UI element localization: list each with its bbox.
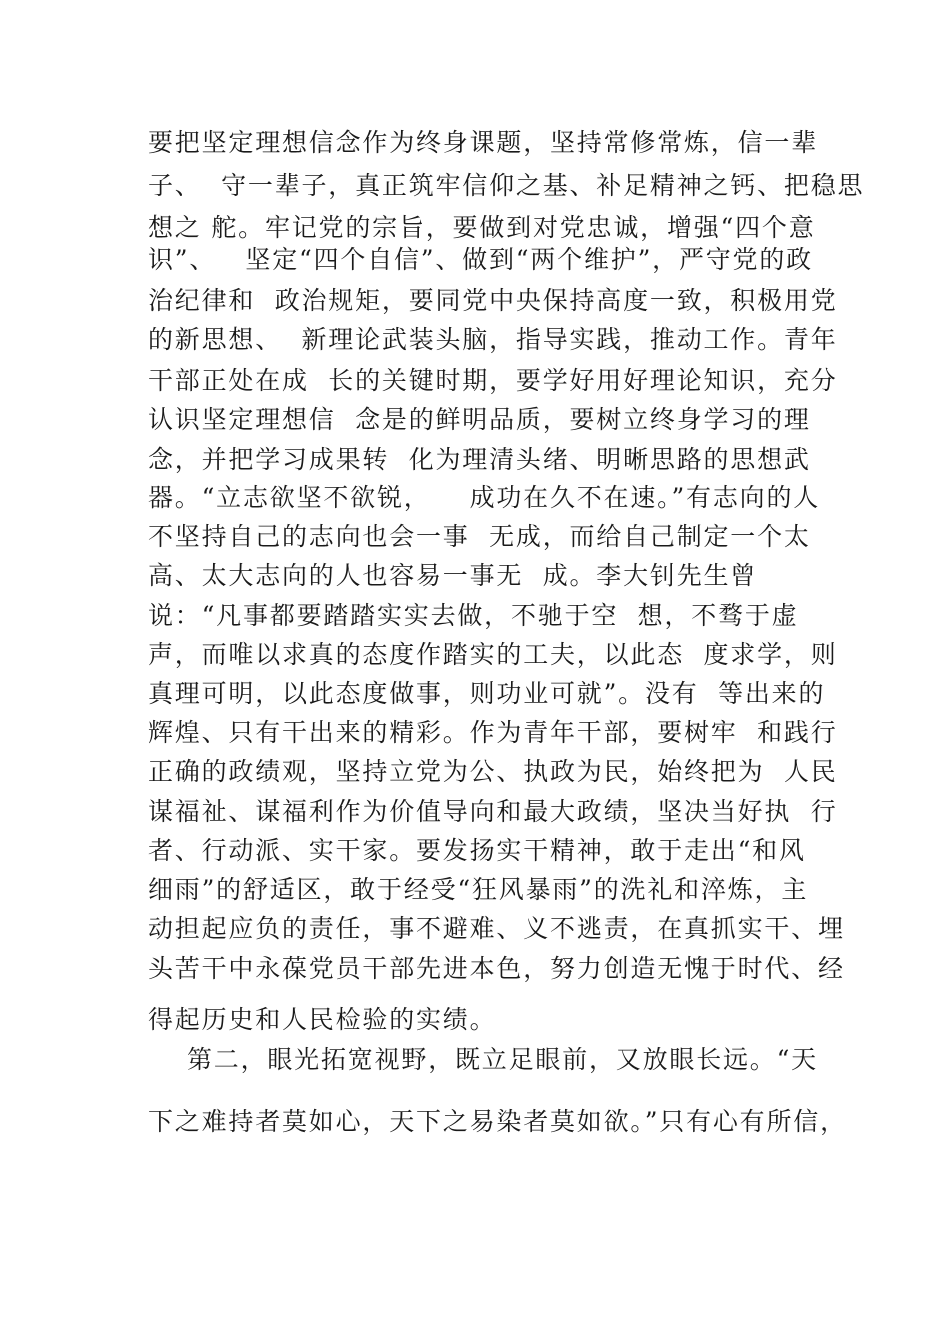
body-text-line: 的新思想、 新理论武装头脑，指导实践，推动工作。青年 [148,325,838,354]
body-text-line: 者、行动派、实干家。要发扬实干精神，敢于走出“和风 [148,836,806,865]
body-text-line: 辉煌、只有干出来的精彩。作为青年干部，要树牢 和践行 [148,718,838,747]
body-text-line: 动担起应负的责任，事不避难、义不逃责，在真抓实干、埋 [148,914,845,943]
body-text-line: 器。“立志欲坚不欲锐， 成功在久不在速。”有志向的人 [148,483,821,512]
body-text-line: 说：“凡事都要踏踏实实去做，不驰于空 想，不骛于虚 [148,601,799,630]
body-text-line: 高、太大志向的人也容易一事无 成。李大钊先生曾 [148,561,758,590]
body-text-line: 头苦干中永葆党员干部先进本色，努力创造无愧于时代、经 [148,954,845,983]
body-text-line: 谋福祉、谋福利作为价值导向和最大政绩，坚决当好执 行 [148,797,838,826]
paragraph-start-line: 第二，眼光拓宽视野，既立足眼前，又放眼长远。“天 [148,1045,818,1074]
body-text-line: 念，并把学习成果转 化为理清头绪、明晰思路的思想武 [148,445,811,474]
body-text-line: 子、 守一辈子，真正筑牢信仰之基、补足精神之钙、把稳思 [148,171,865,200]
body-text-line: 认识坚定理想信 念是的鲜明品质，要树立终身学习的理 [148,405,811,434]
body-text-line: 细雨”的舒适区，敢于经受“狂风暴雨”的洗礼和淬炼，主 [148,875,809,904]
body-text-line: 要把坚定理想信念作为终身课题，坚持常修常炼，信一辈 [148,128,819,157]
body-text-line: 想之 舵。牢记党的宗旨，要做到对党忠诚，增强“四个意 [148,213,816,242]
body-text-line: 真理可明，以此态度做事，则功业可就”。没有 等出来的 [148,679,826,708]
body-text-line: 治纪律和 政治规矩，要同党中央保持高度一致，积极用党 [148,286,838,315]
body-text-line: 正确的政绩观，坚持立党为公、执政为民，始终把为 人民 [148,757,838,786]
body-text-line: 声，而唯以求真的态度作踏实的工夫，以此态 度求学，则 [148,640,838,669]
body-text-line: 干部正处在成 长的关键时期，要学好用好理论知识，充分 [148,366,838,395]
body-text-line: 下之难持者莫如心，天下之易染者莫如欲。”只有心有所信， [148,1107,847,1136]
body-text-line: 识”、 坚定“四个自信”、做到“两个维护”，严守党的政 [148,245,813,274]
body-text-line: 得起历史和人民检验的实绩。 [148,1005,497,1034]
body-text-line: 不坚持自己的志向也会一事 无成，而给自己制定一个太 [148,522,811,551]
